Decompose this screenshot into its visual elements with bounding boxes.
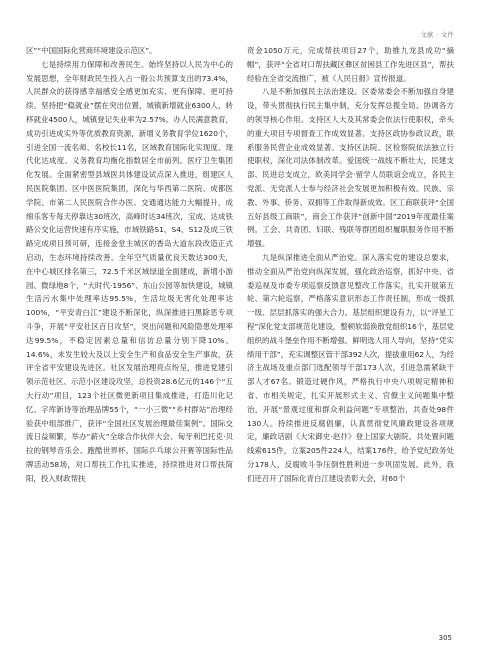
paragraph: 八是不断加强民主法治建设。区委常委会不断加强自身建设，带头贯彻执行民主集中制，充分发挥总揽全局、协调各方的领导核心作用。支持区人大及其常委会依法行使职权，牵头的重大项目专项督查工作成效显著。支持区政协参政议政，联系服务民营企业成效显著。支持区法院、区检察院依法独立行使职权，深化司法体制改革。爱国统一战线不断壮大，民建支部、民进总支成立，欧美同学会·留学人员联谊会成立，各民主党派、无党派人士参与经济社会发展更加积极有效。民族、宗教、外事、侨务、双拥等工作取得新成效。区工商联获评“全国五好县级工商联”，商会工作获评“创新中国”2019年度最佳案例。工会、共青团、妇联、残联等群团组织履职服务作用不断增强。 bbox=[247, 87, 454, 249]
right-column bbox=[247, 44, 454, 486]
running-header: 文献 · 文件 bbox=[420, 32, 454, 39]
paragraph: 七是持续用力保障和改善民生。始终坚持以人民为中心的发展思想，全年财政民生投入占一般公共预算支出的73.4%，人民群众的获得感幸福感安全感更加充实、更有保障、更可持续。坚持把“稳就业”摆在突出位置，城镇新增就业6300人，转移就业4500人，城镇登记失业率为2.57%。办人民满意教育，成功引进成实外等优质教育资源，新增义务教育学位1620个，引进全国一流名师、名校长11名，区域教育国际化实现度、现代化达成度、义务教育均衡化指数居全市前列。医疗卫生集团化发展。全面紧密型县域医共体建设试点深入推进，组建区人民医院集团、区中医医院集团，深化与华西第二医院、成都医学院、市第二人民医院合作办医。交通通达能力大幅提升，成绵乐客专每天停靠达30班次，高峰时达34班次，宝成、达成铁路公交化运营快速有序实施，市域铁路S1、S4、S12及成三铁路完成项目预可研，连接金堂主城区的香岛大道东段改造正式启动，生态环境持续改善。全年空气质量优良天数达300天，在中心城区排名第三，72.5千米区域绿道全面建成，新增小游园、微绿地8个，“大时代·1956”、东山公园等加快建设，城镇生活污水集中处理率达95.5%，生活垃圾无害化处理率达100%，“平安青白江”建设不断深化，纵深推进扫黑除恶专项斗争，开展“平安社区百日攻坚”，突出问题和风险隐患处理率达99.5%，不稳定因素总量和信访总量分别下降10%、14.6%，未发生较大及以上安全生产和食品安全生产事故，获评全省平安建设先进区。社区发展治理亮点纷呈，推进党建引领示范社区、示范小区建设攻坚，总投资28.6亿元的146个“五大行动”项目，123个社区微更新项目集成推进，打造川化记忆、字库新诗等治理品牌55个，“一小三微”“乡村群站”治理经验获中组部推广，获评“全国社区发展治理最佳案例”。国际交流日益频繁，举办“薪火”全球合作伙伴大会、匈牙利巴托克·贝拉的钢琴音乐会、跑酷世界杯、国际乒乓球公开赛等国际性品牌活动58场，对口帮扶工作扎实推进，持续推进对口帮扶简阳，投入财政帮扶 bbox=[26, 59, 233, 483]
paragraph: 九是纵深推进全面从严治党。深入落实党的建设总要求，推动全面从严治党向纵深发展，强化政治巡察，抓好中央、省委巡视及市委专项巡察反馈意见整改工作落实，扎实开展第五轮、第六轮巡察，严格落实意识形态工作责任制，形成一级抓一级、层层抓落实的强大合力。基层组织建设有力，以“评星工程”深化党支部规范化建设，整顿软弱涣散党组织16个，基层党组织的战斗堡垒作用不断增强。鲜明选人用人导向，坚持“凭实绩用干部”，充实调整区管干部392人次，提拔重用62人，为经济主战场及重点部门选配领导干部173人次，引进急需紧缺干部人才67名。锻造过硬作风，严格执行中央八项规定精神和省、市相关规定，扎实开展形式主义、官僚主义问题集中整治，开展“景观过度和群众利益问题”专项整治，共查处98件130人。持续推进反腐倡廉，认真贯彻党风廉政建设各项规定，廉政话剧《大宋御史·赵抃》登上国家大剧院。共处置问题线索615件，立案205件224人，结案176件，给予党纪政务处分178人，反腐败斗争压倒性胜利进一步巩固发展。此外，我们还召开了国际化青白江建设表彰大会，对60个 bbox=[247, 252, 454, 483]
paragraph: 资金1050万元，完成帮扶项目27个，助推九龙县成功“摘帽”，获评“全省对口帮扶藏区彝区贫困县工作先进区县”，帮扶经验在全省交流推广，被《人民日报》宣传报道。 bbox=[247, 46, 454, 83]
left-column bbox=[26, 44, 233, 486]
page-number: 305 bbox=[438, 634, 452, 642]
body-columns bbox=[26, 44, 454, 486]
paragraph: 区”“中国国际化营商环境建设示范区”。 bbox=[26, 46, 157, 55]
